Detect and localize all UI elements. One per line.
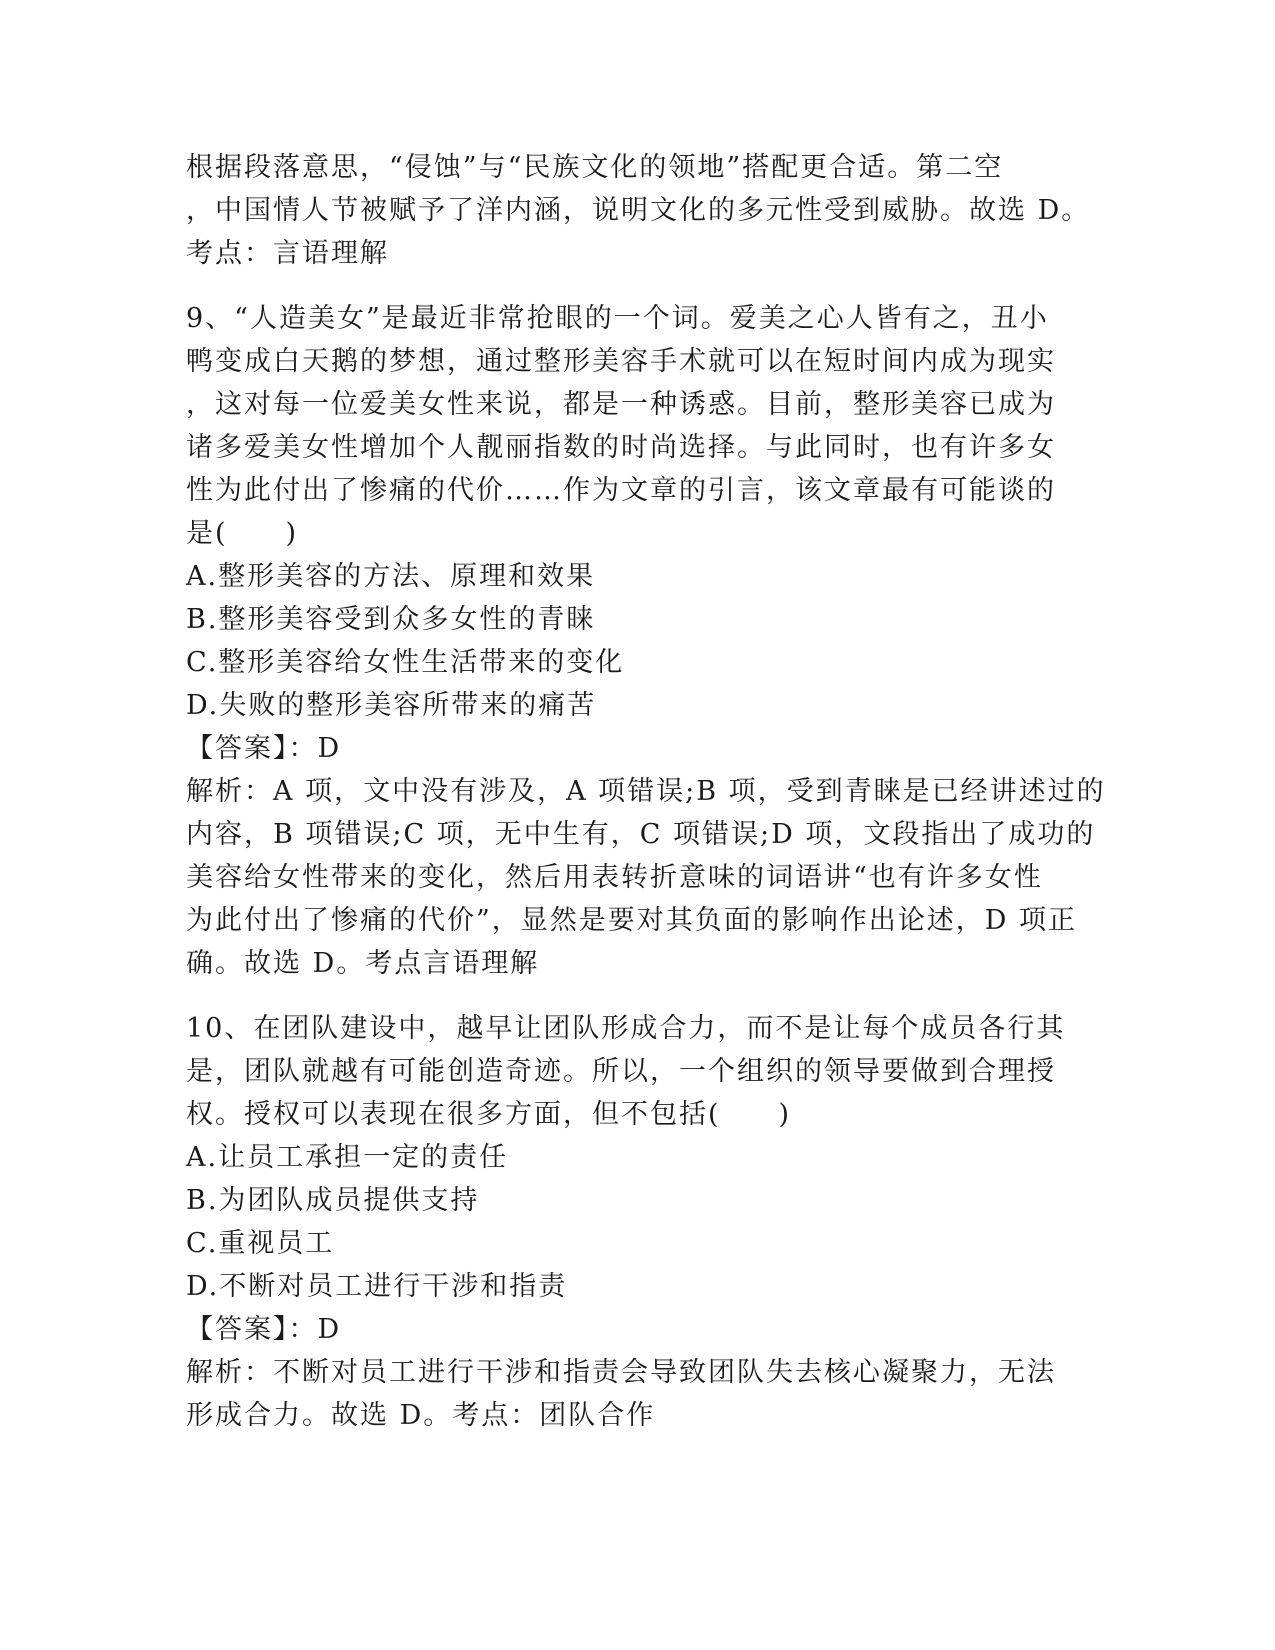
text-line: 形成合力。故选 D。考点：团队合作	[186, 1400, 656, 1431]
text-line: 考点：言语理解	[186, 238, 389, 269]
question-10	[186, 1007, 1086, 1437]
option-a: A.让员工承担一定的责任	[186, 1142, 509, 1173]
text-line: 是( )	[186, 518, 299, 549]
option-list	[186, 555, 1086, 727]
text-line: 解析：不断对员工进行干涉和指责会导致团队失去核心凝聚力，无法	[186, 1357, 1056, 1388]
text-line: 10、在团队建设中，越早让团队形成合力，而不是让每个成员各行其	[186, 1013, 1066, 1044]
text-line: 为此付出了惨痛的代价”，显然是要对其负面的影响作出论述，D 项正	[186, 905, 1078, 936]
text-line: 美容给女性带来的变化，然后用表转折意味的词语讲“也有许多女性	[186, 862, 1043, 893]
text-line: 内容，B 项错误;C 项，无中生有，C 项错误;D 项，文段指出了成功的	[186, 819, 1096, 850]
option-d: D.不断对员工进行干涉和指责	[186, 1271, 568, 1302]
text-line: 鸭变成白天鹅的梦想，通过整形美容手术就可以在短时间内成为现实	[186, 346, 1056, 377]
text-line: 9、“人造美女”是最近非常抢眼的一个词。爱美之心人皆有之，丑小	[186, 303, 1049, 334]
text-line: 权。授权可以表现在很多方面，但不包括( )	[186, 1099, 792, 1130]
option-d: D.失败的整形美容所带来的痛苦	[186, 690, 597, 721]
text-line: 性为此付出了惨痛的代价……作为文章的引言，该文章最有可能谈的	[186, 475, 1056, 506]
text-line: 确。故选 D。考点言语理解	[186, 948, 540, 979]
analysis	[186, 770, 1106, 985]
analysis	[186, 1351, 1086, 1437]
option-b: B.为团队成员提供支持	[186, 1185, 480, 1216]
question-stem	[186, 1007, 1086, 1136]
question-9	[186, 297, 1106, 985]
text-line: ，这对每一位爱美女性来说，都是一种诱惑。目前，整形美容已成为	[186, 389, 1056, 420]
text-line: 根据段落意思，“侵蚀”与“民族文化的领地”搭配更合适。第二空	[186, 152, 1004, 183]
text-line: 诸多爱美女性增加个人靓丽指数的时尚选择。与此同时，也有许多女	[186, 432, 1056, 463]
text-line: ，中国情人节被赋予了洋内涵，说明文化的多元性受到威胁。故选 D。	[186, 195, 1091, 226]
text-line: 解析：A 项，文中没有涉及，A 项错误;B 项，受到青睐是已经讲述过的	[186, 776, 1106, 807]
text-line: 是，团队就越有可能创造奇迹。所以，一个组织的领导要做到合理授	[186, 1056, 1056, 1087]
option-a: A.整形美容的方法、原理和效果	[186, 561, 596, 592]
question-stem	[186, 297, 1086, 555]
option-b: B.整形美容受到众多女性的青睐	[186, 604, 596, 635]
document-page	[186, 146, 1106, 1437]
intro-analysis	[186, 146, 1091, 275]
answer-line: 【答案】：D	[186, 733, 342, 764]
option-c: C.重视员工	[186, 1228, 335, 1259]
option-list	[186, 1136, 1086, 1308]
option-c: C.整形美容给女性生活带来的变化	[186, 647, 625, 678]
answer-line: 【答案】：D	[186, 1314, 342, 1345]
